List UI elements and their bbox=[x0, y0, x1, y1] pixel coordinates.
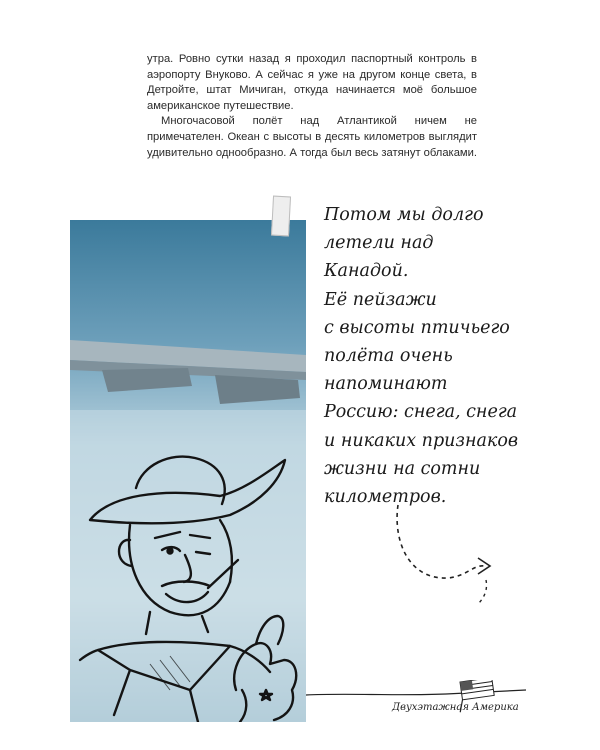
note-line: Потом мы долго bbox=[324, 205, 484, 225]
note-line: километров. bbox=[324, 487, 447, 508]
cowboy-illustration bbox=[70, 220, 306, 722]
note-line: полёта очень bbox=[324, 346, 453, 367]
note-line: напоминают bbox=[324, 374, 448, 395]
note-line: Её пейзажи bbox=[324, 289, 437, 310]
note-line: Канадой. bbox=[324, 261, 409, 282]
note-line: жизни на сотни bbox=[324, 458, 481, 479]
paragraph-2: Многочасовой полёт над Атлантикой ничем не примечателен. Океан с высоты в десять километров выглядит удивительно однообразно. А тогда был весь затянут облаками. bbox=[147, 115, 477, 159]
footer-label: Двухэтажная Америка bbox=[392, 702, 519, 713]
note-line: летели над bbox=[324, 233, 434, 254]
body-text bbox=[147, 52, 477, 161]
paragraph-1: утра. Ровно сутки назад я проходил паспортный контроль в аэропорту Внуково. А сейчас я уже на другом конце света, в Детройте, штат Мичиган, откуда начинается моё большое американское путешествие. bbox=[147, 53, 477, 112]
handwritten-note bbox=[324, 201, 519, 511]
tape-strip bbox=[271, 196, 291, 237]
dashed-arrow-icon bbox=[368, 500, 508, 610]
airplane-window-photo bbox=[70, 220, 306, 722]
note-line: и никаких признаков bbox=[324, 430, 519, 451]
note-line: Россию: снега, снега bbox=[324, 402, 518, 423]
note-line: с высоты птичьего bbox=[324, 317, 510, 338]
